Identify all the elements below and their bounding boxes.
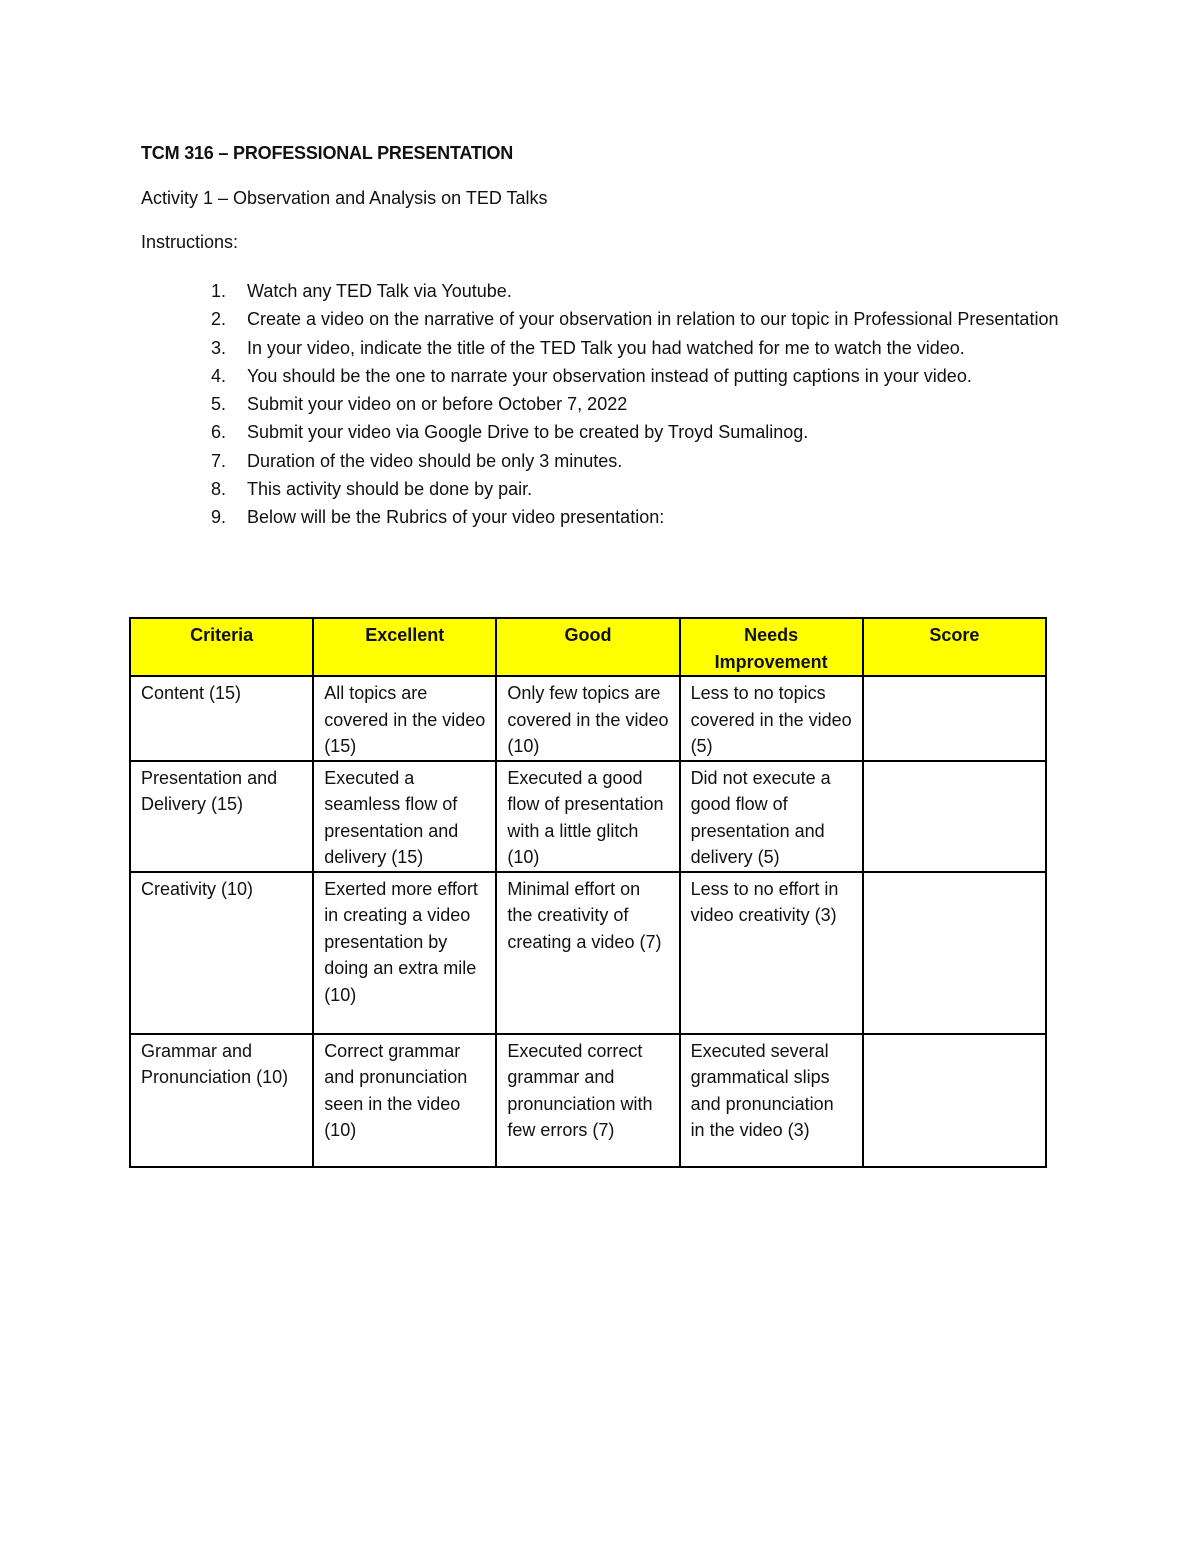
rubric-header-row xyxy=(130,618,1046,676)
instruction-text: Create a video on the narrative of your observation in relation to our topic in Professional Presentation xyxy=(247,309,1059,330)
instruction-text: Submit your video via Google Drive to be created by Troyd Sumalinog. xyxy=(247,422,809,443)
header-good: Good xyxy=(496,618,679,676)
header-excellent: Excellent xyxy=(313,618,496,676)
table-row xyxy=(130,872,1046,1034)
score-cell xyxy=(863,1034,1046,1167)
instruction-item xyxy=(141,277,1071,305)
document-title: TCM 316 – PROFESSIONAL PRESENTATION xyxy=(141,143,514,163)
table-row xyxy=(130,1034,1046,1167)
rubric-table xyxy=(129,617,1047,1168)
criteria-cell: Creativity (10) xyxy=(130,872,313,1034)
good-cell: Only few topics are covered in the video (10) xyxy=(496,676,679,761)
score-cell xyxy=(863,761,1046,872)
good-cell: Minimal effort on the creativity of creating a video (7) xyxy=(496,872,679,1034)
table-row xyxy=(130,676,1046,761)
instruction-item xyxy=(141,447,1071,475)
instruction-number: 7. xyxy=(211,450,227,471)
needs-improvement-cell: Less to no topics covered in the video (5) xyxy=(680,676,863,761)
instruction-item xyxy=(141,418,1071,446)
instruction-text: You should be the one to narrate your observation instead of putting captions in your video. xyxy=(247,365,972,386)
excellent-cell: Executed a seamless flow of presentation and delivery (15) xyxy=(313,761,496,872)
table-row xyxy=(130,761,1046,872)
instruction-number: 8. xyxy=(211,479,227,500)
header-needs-improvement: Needs Improvement xyxy=(680,618,863,676)
instruction-number: 1. xyxy=(211,281,227,301)
instruction-text: Submit your video on or before October 7, 2022 xyxy=(247,394,628,415)
instruction-number: 4. xyxy=(211,365,227,386)
instruction-item xyxy=(141,390,1071,418)
excellent-cell: All topics are covered in the video (15) xyxy=(313,676,496,761)
instruction-item xyxy=(141,503,1071,531)
instruction-text: Duration of the video should be only 3 minutes. xyxy=(247,450,623,471)
good-cell: Executed correct grammar and pronunciation with few errors (7) xyxy=(496,1034,679,1167)
instruction-text: This activity should be done by pair. xyxy=(247,479,533,500)
instruction-text: Watch any TED Talk via Youtube. xyxy=(247,281,512,301)
needs-improvement-cell: Did not execute a good flow of presentation and delivery (5) xyxy=(680,761,863,872)
instruction-number: 2. xyxy=(211,309,227,330)
instruction-item xyxy=(141,362,1071,390)
score-cell xyxy=(863,872,1046,1034)
instruction-number: 5. xyxy=(211,394,227,415)
header-score: Score xyxy=(863,618,1046,676)
instructions-list xyxy=(141,277,1071,532)
instruction-item xyxy=(141,305,1071,333)
criteria-cell: Presentation and Delivery (15) xyxy=(130,761,313,872)
instruction-text: In your video, indicate the title of the TED Talk you had watched for me to watch the video. xyxy=(247,337,965,358)
excellent-cell: Exerted more effort in creating a video presentation by doing an extra mile (10) xyxy=(313,872,496,1034)
instruction-number: 6. xyxy=(211,422,227,443)
instructions-label: Instructions: xyxy=(141,232,239,252)
needs-improvement-cell: Executed several grammatical slips and pronunciation in the video (3) xyxy=(680,1034,863,1167)
instruction-number: 3. xyxy=(211,337,227,358)
needs-improvement-cell: Less to no effort in video creativity (3) xyxy=(680,872,863,1034)
instruction-item xyxy=(141,334,1071,362)
header-criteria: Criteria xyxy=(130,618,313,676)
criteria-cell: Grammar and Pronunciation (10) xyxy=(130,1034,313,1167)
instruction-number: 9. xyxy=(211,507,227,528)
instruction-item xyxy=(141,475,1071,503)
score-cell xyxy=(863,676,1046,761)
excellent-cell: Correct grammar and pronunciation seen in the video (10) xyxy=(313,1034,496,1167)
good-cell: Executed a good flow of presentation with a little glitch (10) xyxy=(496,761,679,872)
instruction-text: Below will be the Rubrics of your video presentation: xyxy=(247,507,665,528)
criteria-cell: Content (15) xyxy=(130,676,313,761)
activity-heading: Activity 1 – Observation and Analysis on TED Talks xyxy=(141,188,548,208)
